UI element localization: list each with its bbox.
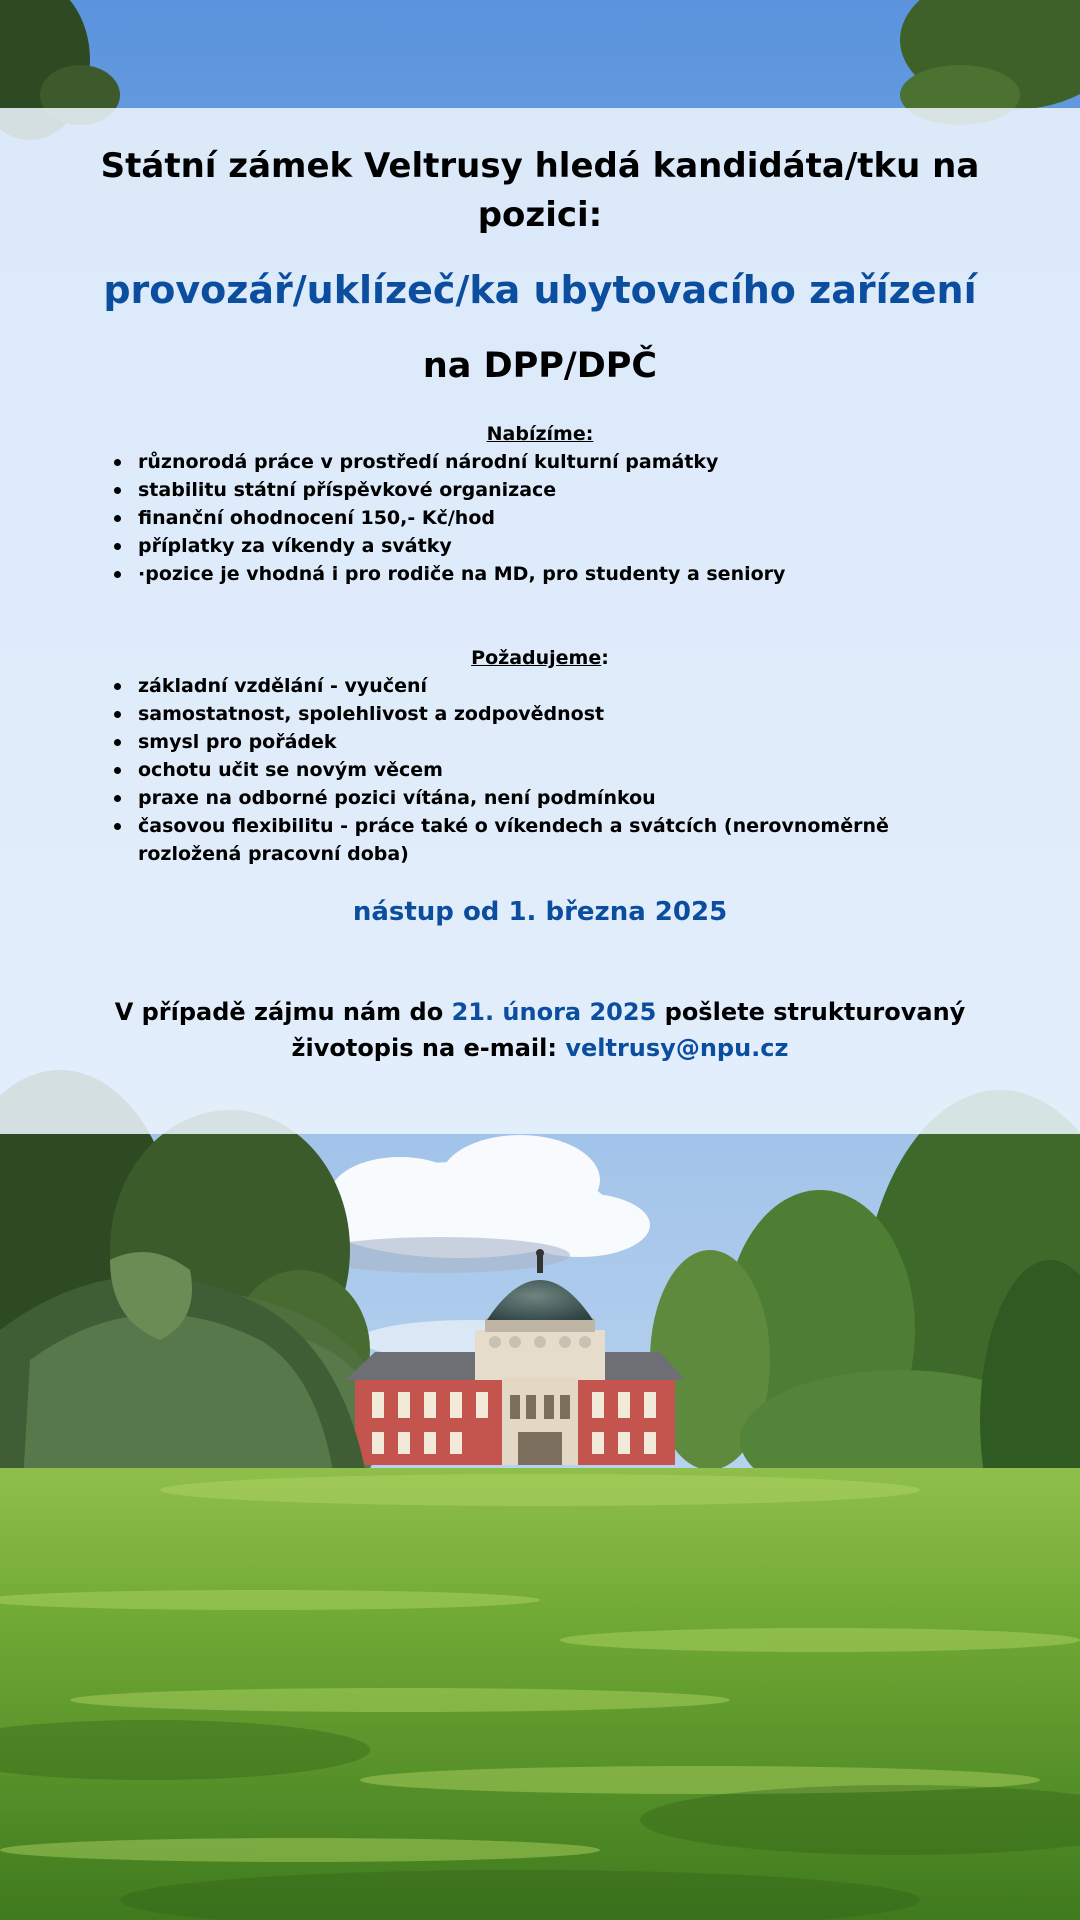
offer-list (112, 448, 972, 588)
requirements-list (112, 672, 972, 868)
offer-item: různorodá práce v prostředí národní kulturní památky (112, 448, 972, 476)
job-ad-panel (0, 108, 1080, 1134)
requirements-heading: Požadujeme: (471, 647, 609, 669)
application-deadline: 21. února 2025 (451, 998, 657, 1026)
requirement-item: ochotu učit se novým věcem (112, 756, 972, 784)
offer-item: stabilitu státní příspěvkové organizace (112, 476, 972, 504)
requirement-item: smysl pro pořádek (112, 728, 972, 756)
offer-item: ·pozice je vhodná i pro rodiče na MD, pro studenty a seniory (112, 560, 972, 588)
contract-type: na DPP/DPČ (422, 346, 658, 386)
email-link[interactable]: veltrusy@npu.cz (565, 1034, 789, 1062)
requirement-item: časovou flexibilitu - práce také o víkendech a svátcích (nerovnoměrně rozložená pracovní doba) (112, 812, 972, 868)
requirement-item: základní vzdělání - vyučení (112, 672, 972, 700)
offer-heading: Nabízíme: (486, 423, 594, 445)
offer-item: příplatky za víkendy a svátky (112, 532, 972, 560)
requirement-item: samostatnost, spolehlivost a zodpovědnost (112, 700, 972, 728)
poster-title: Státní zámek Veltrusy hledá kandidáta/tku na pozici: (100, 146, 980, 235)
requirement-item: praxe na odborné pozici vítána, není podmínkou (112, 784, 972, 812)
offer-item: finanční ohodnocení 150,- Kč/hod (112, 504, 972, 532)
job-position: provozář/uklízeč/ka ubytovacího zařízení (103, 268, 977, 312)
start-date: nástup od 1. března 2025 (352, 897, 728, 927)
contact-text: V případě zájmu nám do 21. února 2025 pošlete strukturovaný životopis na e-mail: veltrusy@npu.cz (114, 998, 966, 1062)
